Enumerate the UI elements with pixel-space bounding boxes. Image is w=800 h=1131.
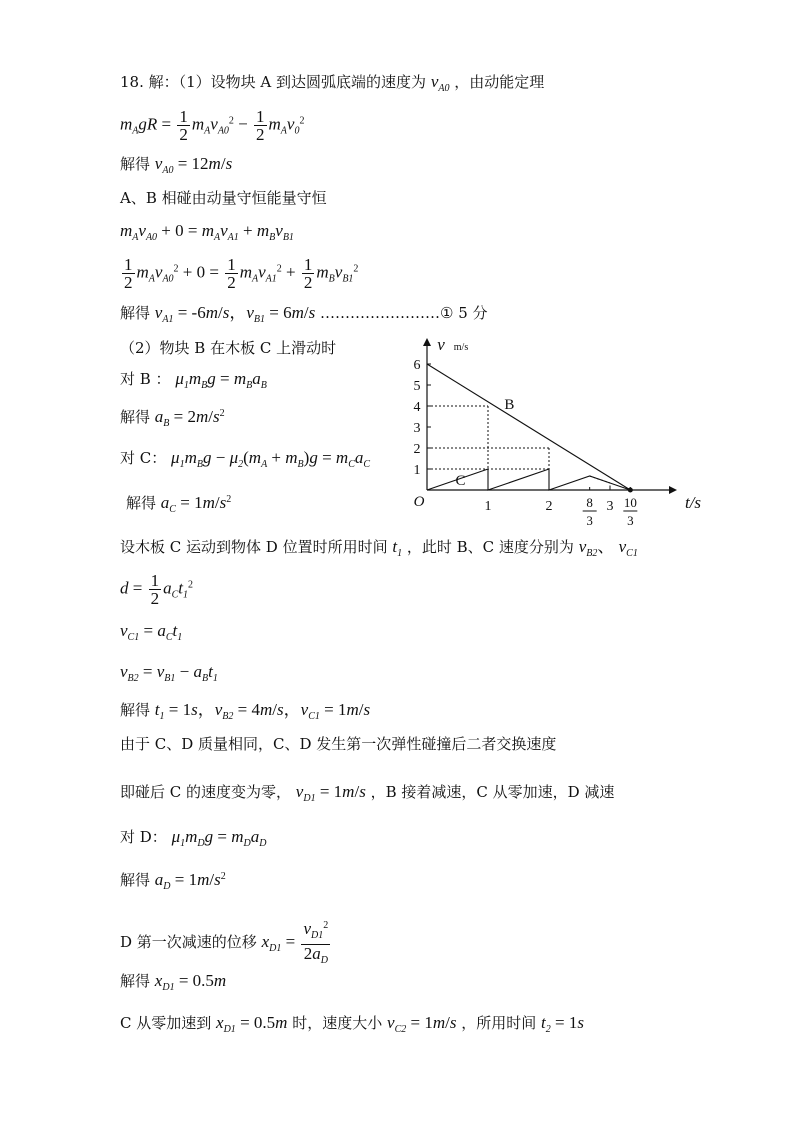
label-jiede: 解得 [120,701,151,719]
y-axis-label: v [437,335,445,354]
y-tick-label-6: 6 [413,358,421,373]
solution-intro-text-b: ，由动能定理 [454,73,545,91]
eq-energy-conservation: $\frac{1}{2}$ $m_Av_{A0}^2 + 0$ = $\frac{1}{2}$ $m_Av_{A1}^2$ + $\frac{1}{2}$ $m_Bv_{B1}^2$ [124,255,359,292]
line-result-aD: 解得 $a_D = 1m/s^2$ [120,870,226,892]
line-C-to-D: 设木板 C 运动到物体 D 位置时所用时间 $t_1$ ，此时 B、C 速度分别为 $v_{B2}$、 $v_{C1}$ [120,537,638,559]
y-tick-label-3: 3 [413,421,421,436]
label-dui-B: 对 B ： [120,370,171,388]
label-jiede: 解得 [120,408,151,426]
line-result-vA0: 解得 $v_{A0} = 12m/s$ [120,154,233,176]
end-point [628,488,633,493]
C-accelerate-text-b: 时，速度大小 [292,1014,383,1032]
line-result-aC: 解得 $a_C = 1m/s^2$ [126,493,232,515]
score-marker: ……………………① 5 分 [320,304,488,322]
x-axis-arrow [669,486,677,494]
value-vC2: 1 [424,1013,433,1032]
label-jiede: 解得 [120,871,151,889]
line-collision-statement: A、B 相碰由动量守恒能量守恒 [120,189,327,207]
eq-momentum-conservation: $m_Av_{A0} + 0 = m_Av_{A1} + m_Bv_{B1}$ [120,221,294,243]
after-collision-text-b: ，B 接着减速，C 从零加速，D 减速 [370,783,615,801]
eq-vB2: $v_{B2} = v_{B1} - a_Bt_1$ [120,662,218,684]
line-solution-intro [120,72,544,99]
xD1-text: D 第一次减速的位移 [120,932,257,951]
eq-D-force: 对 D： $\mu_1m_Dg = m_Da_D$ [120,827,267,849]
y-tick-label-1: 1 [413,463,421,478]
eq-vC1: $v_{C1} = a_Ct_1$ [120,621,183,643]
eq-xD1: D 第一次减速的位移 $x_{D1}$ = $\frac{v_{D1}^2}{2a_D}$ [120,917,332,969]
x-tick-den-8: 3 [586,513,593,528]
value-vC1: 1 [337,700,347,719]
x-tick-label-2: 2 [545,499,553,514]
value-vB1: 6 [283,303,292,322]
x-tick-num-10: 10 [623,495,637,510]
value-vA0: 12 [191,154,209,173]
series-label-C: C [455,472,466,489]
value-aB: 2 [187,407,196,426]
vt-chart [405,332,715,542]
series-dashed-tail [590,476,610,490]
eq-B-force: 对 B ： $\mu_1m_Bg = m_Ba_B$ [120,369,267,391]
y-tick-label-5: 5 [413,379,421,394]
eq-C-force: 对 C： $\mu_1m_Bg - \mu_2(m_A + m_B)g = m_Ca_C$ [120,448,371,470]
x-tick-label-3: 3 [606,499,614,514]
value-xD1: 0.5 [192,971,214,990]
label-jiede: 解得 [120,155,151,173]
C-to-D-text: 设木板 C 运动到物体 D 位置时所用时间 [120,538,388,556]
y-tick-label-2: 2 [413,442,421,457]
label-jiede: 解得 [120,972,151,990]
solution-intro-text: 18. 解：（1）设物块 A 到达圆弧底端的速度为 [120,73,427,91]
after-collision-text: 即碰后 C 的速度变为零， [120,783,292,801]
symbol-vA0: $v_{A0}$ [430,72,450,94]
value-t2: 1 [568,1013,578,1032]
value-vA1: -6 [191,303,206,322]
eq-d-displacement: d = $\frac{1}{2}$ $a_Ct_1^2$ [120,571,193,608]
value-vD1: 1 [333,782,343,801]
line-result-vA1-vB1: 解得 $v_{A1} = -6m/s$，$v_{B1} = 6m/s$ ……………………① 5 分 [120,303,488,325]
x-tick-num-8: 8 [586,495,593,510]
line-result-t1: 解得 $t_1 = 1s$，$v_{B2} = 4m/s$，$v_{C1} = 1m/s$ [120,700,371,722]
series-B-line [427,364,630,490]
y-tick-label-4: 4 [413,400,421,415]
C-accelerate-text: C 从零加速到 [120,1014,212,1032]
line-elastic-collision: 由于 C、D 质量相同，C、D 发生第一次弹性碰撞后二者交换速度 [120,735,557,753]
eq-energy-theorem: $m_AgR$ = $\frac{1}{2}$ $m_Av_{A0}^2$ − $\frac{1}{2}$ $m_Av_0^2$ [120,107,305,144]
label-jiede: 解得 [126,494,157,512]
label-dui-D: 对 D： [120,828,167,846]
origin-label: O [413,494,425,510]
line-after-collision: 即碰后 C 的速度变为零， $v_{D1} = 1m/s$ ，B 接着减速，C 从零加速，D 减速 [120,782,615,804]
y-axis-unit: m/s [453,342,469,353]
C-to-D-text-b: ，此时 B、C 速度分别为 [406,538,574,556]
value-vB2: 4 [251,700,260,719]
label-jiede: 解得 [120,304,151,322]
line-part2-intro: （2）物块 B 在木板 C 上滑动时 [120,339,337,357]
line-result-xD1: 解得 $x_{D1} = 0.5m$ [120,971,227,993]
x-tick-den-10: 3 [627,513,634,528]
value-aC: 1 [194,493,203,512]
value-t1: 1 [182,700,192,719]
x-axis-label: t/s [684,493,702,512]
value-xD1-repeat: 0.5 [253,1013,276,1032]
line-C-accelerate: C 从零加速到 $x_{D1} = 0.5m$ 时，速度大小 $v_{C2} = 1m/s$ ，所用时间 $t_2 = 1s$ [120,1013,584,1035]
x-tick-label-1: 1 [484,499,492,514]
series-label-B: B [504,397,515,414]
line-result-aB: 解得 $a_B = 2m/s^2$ [120,407,225,429]
y-axis-arrow [423,338,431,346]
C-accelerate-text-c: ，所用时间 [461,1014,537,1032]
value-aD: 1 [188,870,198,889]
label-dui-C: 对 C： [120,449,167,467]
